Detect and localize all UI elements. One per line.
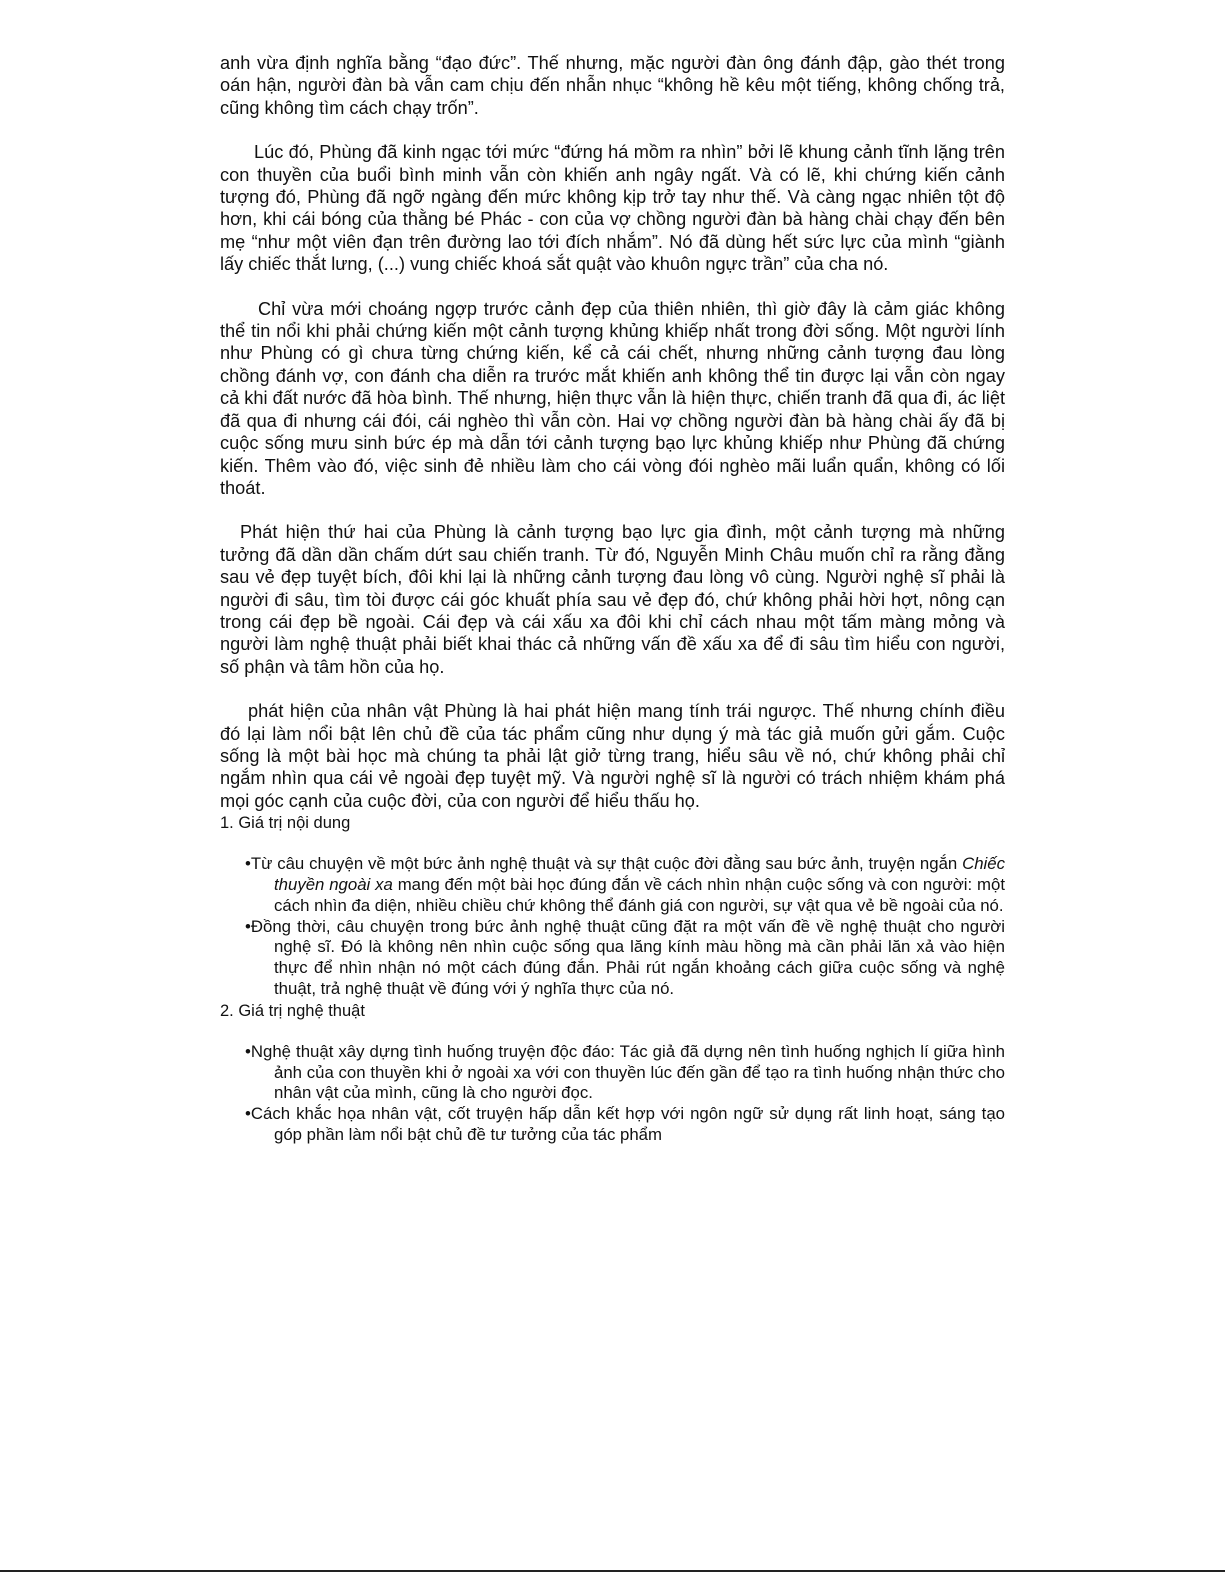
work-title: Chiếc thuyền ngoài xa: [274, 854, 1005, 894]
bullet-icon: •: [245, 916, 251, 936]
bullet-icon: •: [245, 1104, 251, 1124]
content-value-list: [220, 854, 1005, 1000]
section-heading-art-value: 2. Giá trị nghệ thuật: [220, 1001, 365, 1020]
art-value-list: [220, 1042, 1005, 1146]
paragraph-1: anh vừa định nghĩa bằng “đạo đức”. Thế nhưng, mặc người đàn ông đánh đập, gào thét trong oán hận, người đàn bà vẫn cam chịu đến nhẫn nhục “không hề kêu một tiếng, không chống trả, cũng không tìm cách chạy trốn”.: [220, 53, 1005, 118]
document-page: [220, 52, 1005, 1146]
list-item: [220, 917, 1005, 1000]
list-item-text-before: Từ câu chuyện về một bức ảnh nghệ thuật và sự thật cuộc đời đằng sau bức ảnh, truyện ngắn: [250, 854, 963, 874]
page-bottom-border: [0, 1570, 1225, 1572]
paragraph-2: Lúc đó, Phùng đã kinh ngạc tới mức “đứng há mồm ra nhìn” bởi lẽ khung cảnh tĩnh lặng trên con thuyền của buổi bình minh vẫn còn khiến anh ngây ngất. Và có lẽ, khi chứng kiến cảnh tượng đó, Phùng đã ngỡ ngàng đến mức không kịp trở tay như thế. Và càng ngạc nhiên tột độ hơn, khi cái bóng của thằng bé Phác - con của vợ chồng người đàn bà hàng chài chạy đến bên mẹ “như một viên đạn trên đường lao tới đích nhắm”. Nó đã dùng hết sức lực của mình “giành lấy chiếc thắt lưng, (...) vung chiếc khoá sắt quật vào khuôn ngực trần” của cha nó.: [220, 142, 1005, 275]
bullet-icon: •: [245, 1041, 251, 1061]
list-item-text-after: mang đến một bài học đúng đắn về cách nhìn nhận cuộc sống và con người: một cách nhìn đa diện, nhiều chiều chứ không thể đánh giá con người, sự vật qua vẻ bề ngoài của nó.: [274, 874, 1005, 915]
list-item: [220, 1104, 1005, 1146]
list-item: [220, 854, 1005, 916]
list-item-text: Đồng thời, câu chuyện trong bức ảnh nghệ thuật cũng đặt ra một vấn đề về nghệ thuật cho người nghệ sĩ. Đó là không nên nhìn cuộc sống qua lăng kính màu hồng mà cần phải lăn xả vào hiện thực để nhìn nhận nó một cách đúng đắn. Phải rút ngắn khoảng cách giữa cuộc sống và nghệ thuật, trả nghệ thuật về đúng với ý nghĩa thực của nó.: [250, 916, 1005, 998]
paragraph-4: Phát hiện thứ hai của Phùng là cảnh tượng bạo lực gia đình, một cảnh tượng mà những tưởng đã dần dần chấm dứt sau chiến tranh. Từ đó, Nguyễn Minh Châu muốn chỉ ra rằng đằng sau vẻ đẹp tuyệt bích, đôi khi lại là những cảnh tượng đau lòng vô cùng. Người nghệ sĩ phải là người đi sâu, tìm tòi được cái góc khuất phía sau vẻ đẹp đó, chứ không phải hời hợt, nông cạn trong cái đẹp bề ngoài. Cái đẹp và cái xấu xa đôi khi chỉ cách nhau một tấm màng mỏng và người làm nghệ thuật phải biết khai thác cả những vấn đề xấu xa để đi sâu tìm hiểu con người, số phận và tâm hồn của họ.: [220, 522, 1005, 677]
list-item: [220, 1042, 1005, 1104]
section-heading-content-value: 1. Giá trị nội dung: [220, 814, 351, 833]
paragraph-5: phát hiện của nhân vật Phùng là hai phát hiện mang tính trái ngược. Thế nhưng chính điều đó lại làm nổi bật lên chủ đề của tác phẩm cũng như dụng ý mà tác giả muốn gửi gắm. Cuộc sống là một bài học mà chúng ta phải lật giở từng trang, hiểu sâu về nó, chứ không phải chỉ ngắm nhìn qua cái vẻ ngoài đẹp tuyệt mỹ. Và người nghệ sĩ là người có trách nhiệm khám phá mọi góc cạnh của cuộc đời, của con người để hiểu thấu họ.: [220, 701, 1005, 811]
bullet-icon: •: [245, 854, 251, 874]
list-item-text: Nghệ thuật xây dựng tình huống truyện độc đáo: Tác giả đã dựng nên tình huống nghịch lí giữa hình ảnh của con thuyền khi ở ngoài xa với con thuyền lúc đến gần để tạo ra tình huống nhận thức cho nhân vật của mình, cũng là cho người đọc.: [250, 1041, 1005, 1103]
paragraph-3: Chỉ vừa mới choáng ngợp trước cảnh đẹp của thiên nhiên, thì giờ đây là cảm giác không thể tin nổi khi phải chứng kiến một cảnh tượng khủng khiếp nhất trong đời sống. Một người lính như Phùng có gì chưa từng chứng kiến, kể cả cái chết, nhưng những cảnh tượng đau lòng chồng đánh vợ, con đánh cha diễn ra trước mắt khiến anh không thể tin được lại vẫn còn ngay cả khi đất nước đã hòa bình. Thế nhưng, hiện thực vẫn là hiện thực, chiến tranh đã qua đi, ác liệt đã qua đi nhưng cái đói, cái nghèo thì vẫn còn. Hai vợ chồng người đàn bà hàng chài ấy đã bị cuộc sống mưu sinh bức ép mà dẫn tới cảnh tượng bạo lực khủng khiếp như Phùng đã chứng kiến. Thêm vào đó, việc sinh đẻ nhiều làm cho cái vòng đói nghèo mãi luẩn quẩn, không có lối thoát.: [220, 298, 1005, 498]
list-item-text: Cách khắc họa nhân vật, cốt truyện hấp dẫn kết hợp với ngôn ngữ sử dụng rất linh hoạt, sáng tạo góp phần làm nổi bật chủ đề tư tưởng của tác phẩm: [250, 1104, 1005, 1144]
